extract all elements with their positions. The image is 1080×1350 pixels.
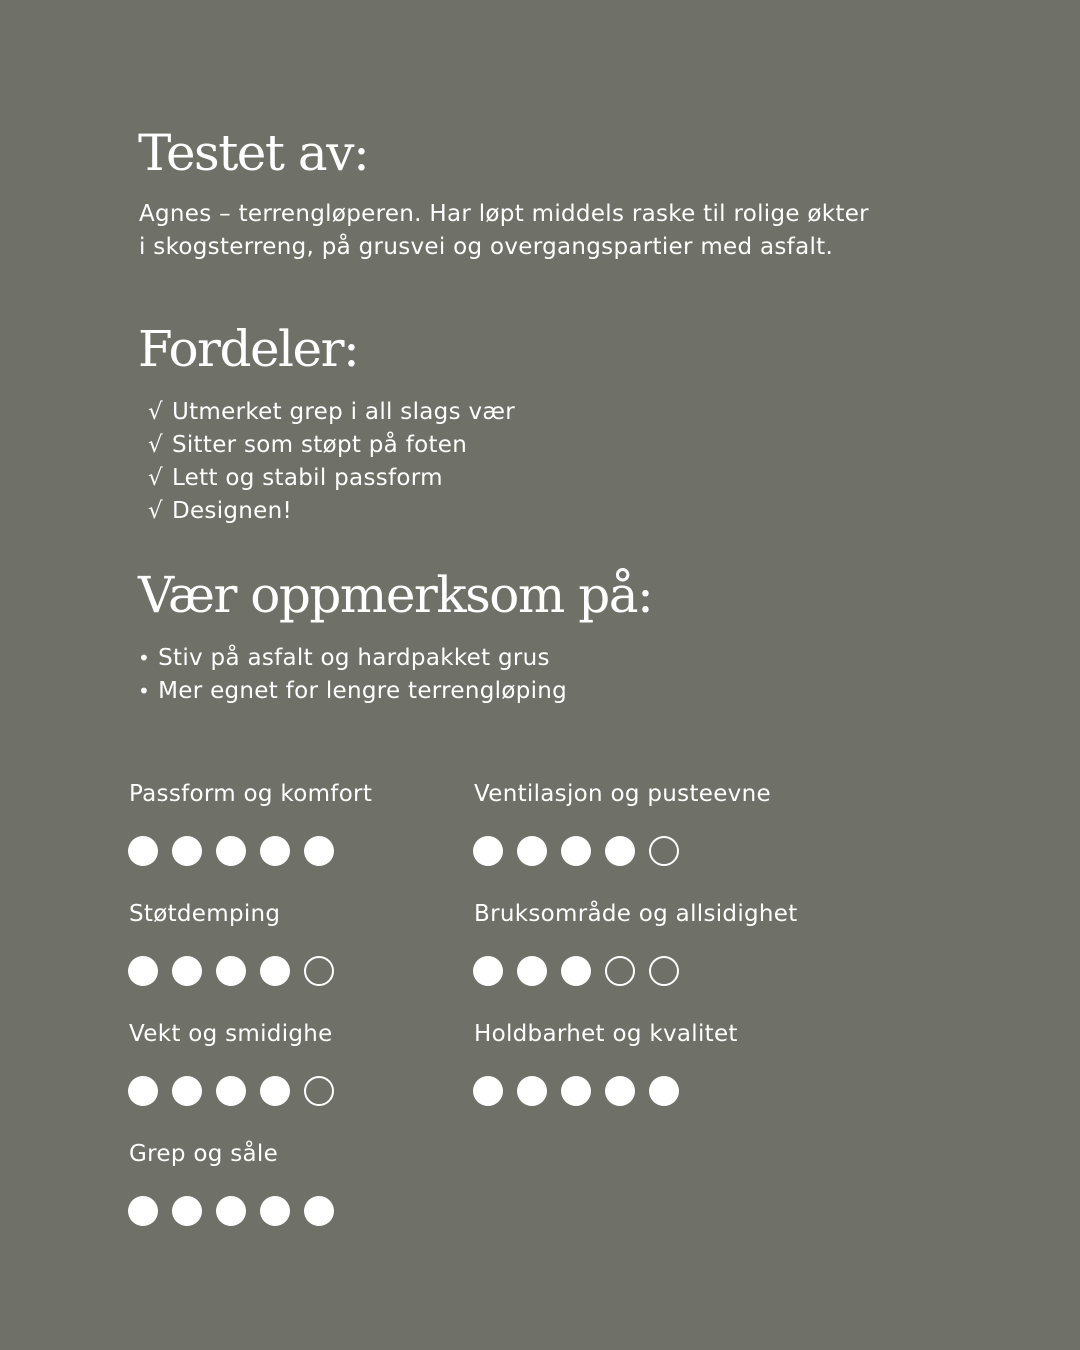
- pros-item-label: Utmerket grep i all slags vær: [171, 399, 516, 425]
- filled-dot-icon: [561, 1076, 591, 1106]
- tested-by-heading: Testet av:: [138, 124, 369, 182]
- filled-dot-icon: [304, 1196, 334, 1226]
- empty-dot-icon: [605, 956, 635, 986]
- pros-item-label: Sitter som støpt på foten: [171, 432, 468, 458]
- filled-dot-icon: [473, 956, 503, 986]
- tester-description-line: i skogsterreng, på grusvei og overgangspartier med asfalt.: [139, 234, 834, 260]
- rating-label: Passform og komfort: [129, 781, 373, 807]
- empty-dot-icon: [304, 1076, 334, 1106]
- rating-label: Støtdemping: [129, 901, 281, 927]
- filled-dot-icon: [605, 836, 635, 866]
- pros-item: [148, 396, 515, 429]
- rating-dots: [128, 956, 529, 986]
- filled-dot-icon: [260, 1076, 290, 1106]
- filled-dot-icon: [605, 1076, 635, 1106]
- tester-description: [139, 198, 939, 264]
- filled-dot-icon: [260, 956, 290, 986]
- rating-ventilation: [474, 779, 874, 866]
- filled-dot-icon: [216, 836, 246, 866]
- filled-dot-icon: [128, 1076, 158, 1106]
- cons-heading: Vær oppmerksom på:: [138, 566, 653, 624]
- filled-dot-icon: [517, 836, 547, 866]
- filled-dot-icon: [649, 1076, 679, 1106]
- pros-item: [148, 495, 515, 528]
- rating-dots: [473, 1076, 874, 1106]
- filled-dot-icon: [216, 956, 246, 986]
- rating-cushioning: [129, 899, 529, 986]
- rating-grip-sole: [129, 1139, 529, 1226]
- filled-dot-icon: [304, 836, 334, 866]
- empty-dot-icon: [304, 956, 334, 986]
- filled-dot-icon: [172, 1196, 202, 1226]
- rating-dots: [473, 836, 874, 866]
- filled-dot-icon: [473, 1076, 503, 1106]
- rating-weight-agility: [129, 1019, 529, 1106]
- pros-list: [148, 396, 515, 528]
- rating-dots: [128, 1076, 529, 1106]
- pros-item-label: Lett og stabil passform: [171, 465, 443, 491]
- rating-dots: [128, 836, 529, 866]
- filled-dot-icon: [260, 836, 290, 866]
- filled-dot-icon: [172, 956, 202, 986]
- filled-dot-icon: [517, 956, 547, 986]
- rating-label: Vekt og smidighe: [129, 1021, 333, 1047]
- rating-dots: [473, 956, 874, 986]
- filled-dot-icon: [517, 1076, 547, 1106]
- check-icon: √: [148, 465, 163, 491]
- cons-item-label: Stiv på asfalt og hardpakket grus: [158, 645, 550, 671]
- filled-dot-icon: [172, 1076, 202, 1106]
- pros-heading: Fordeler:: [138, 320, 359, 378]
- rating-fit-comfort: [129, 779, 529, 866]
- filled-dot-icon: [172, 836, 202, 866]
- rating-durability: [474, 1019, 874, 1106]
- empty-dot-icon: [649, 956, 679, 986]
- filled-dot-icon: [128, 836, 158, 866]
- cons-item: [138, 642, 567, 675]
- filled-dot-icon: [473, 836, 503, 866]
- filled-dot-icon: [561, 956, 591, 986]
- filled-dot-icon: [216, 1196, 246, 1226]
- filled-dot-icon: [216, 1076, 246, 1106]
- rating-label: Holdbarhet og kvalitet: [474, 1021, 738, 1047]
- bullet-icon: •: [138, 646, 151, 670]
- check-icon: √: [148, 399, 163, 425]
- tester-description-line: Agnes – terrengløperen. Har løpt middels raske til rolige økter: [139, 201, 869, 227]
- cons-item-label: Mer egnet for lengre terrengløping: [158, 678, 568, 704]
- check-icon: √: [148, 498, 163, 524]
- bullet-icon: •: [138, 679, 151, 703]
- rating-dots: [128, 1196, 529, 1226]
- rating-label: Grep og såle: [129, 1141, 279, 1167]
- filled-dot-icon: [128, 956, 158, 986]
- filled-dot-icon: [561, 836, 591, 866]
- pros-item: [148, 429, 515, 462]
- check-icon: √: [148, 432, 163, 458]
- rating-label: Bruksområde og allsidighet: [474, 901, 798, 927]
- pros-item: [148, 462, 515, 495]
- rating-versatility: [474, 899, 874, 986]
- filled-dot-icon: [260, 1196, 290, 1226]
- pros-item-label: Designen!: [171, 498, 293, 524]
- empty-dot-icon: [649, 836, 679, 866]
- cons-item: [138, 675, 567, 708]
- filled-dot-icon: [128, 1196, 158, 1226]
- cons-list: [138, 642, 567, 708]
- rating-label: Ventilasjon og pusteevne: [474, 781, 771, 807]
